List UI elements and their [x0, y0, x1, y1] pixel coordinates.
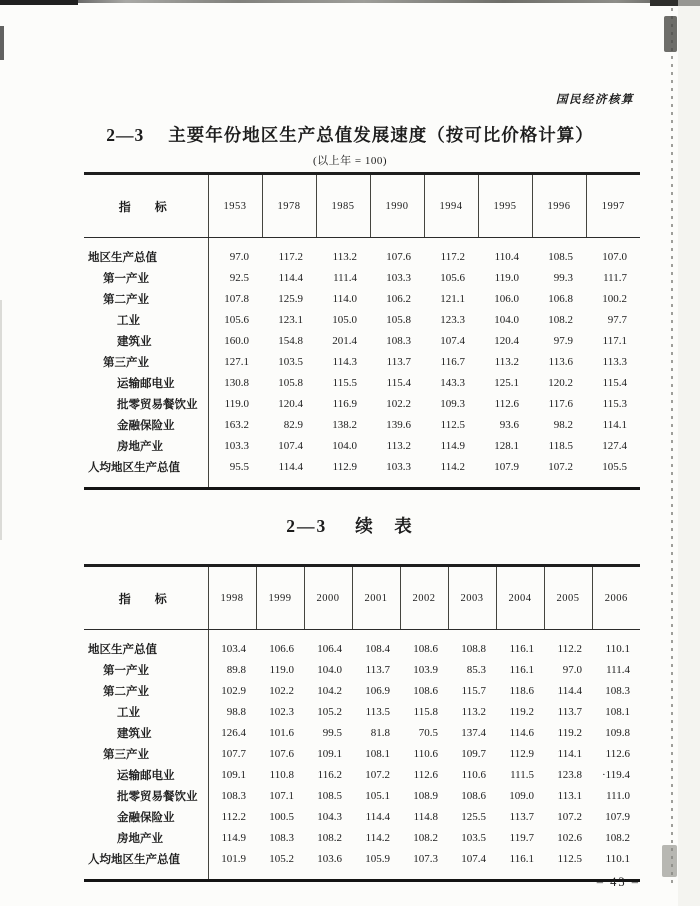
cell-value: 107.9	[494, 460, 519, 473]
cell-value: 139.6	[386, 418, 411, 431]
table2-container	[84, 564, 640, 882]
cell-value: 121.1	[440, 292, 465, 305]
scan-artifact-left-speck	[0, 26, 4, 60]
cell-value: 102.9	[221, 684, 246, 697]
cell-value: 130.8	[224, 376, 249, 389]
cell-value: 110.1	[605, 852, 630, 865]
cell-value: 116.1	[509, 852, 534, 865]
cell-value: 106.4	[317, 642, 342, 655]
year-column-header: 2001	[352, 566, 400, 630]
row-label: 第二产业	[84, 680, 208, 701]
cell-value: 123.1	[278, 313, 303, 326]
cell-value: 107.2	[557, 810, 582, 823]
cell-value: 113.7	[509, 810, 534, 823]
row-label: 人均地区生产总值	[84, 848, 208, 881]
cell-value: 108.3	[386, 334, 411, 347]
cell-value: 104.0	[494, 313, 519, 326]
cell-value: 108.2	[317, 831, 342, 844]
cell-value: 114.3	[332, 355, 357, 368]
cell-value: 103.3	[386, 460, 411, 473]
page-number: – 43 –	[596, 875, 640, 889]
cell-value: 81.8	[370, 726, 390, 739]
cell-value: 109.8	[605, 726, 630, 739]
cell-value: 98.2	[553, 418, 573, 431]
cell-value: 113.5	[365, 705, 390, 718]
cell-value: 100.5	[269, 810, 294, 823]
cell-value: 117.2	[278, 250, 303, 263]
table-row	[84, 722, 640, 743]
row-label: 工业	[84, 309, 208, 330]
table2-title	[0, 513, 700, 538]
row-label: 运输邮电业	[84, 764, 208, 785]
cell-value: 125.9	[278, 292, 303, 305]
cell-value: ·119.4	[601, 768, 630, 781]
table1-title	[0, 122, 700, 147]
cell-value: 106.0	[494, 292, 519, 305]
cell-value: 108.8	[461, 642, 486, 655]
cell-value: 113.7	[365, 663, 390, 676]
cell-value: 114.0	[332, 292, 357, 305]
row-label: 第三产业	[84, 743, 208, 764]
cell-value: 120.4	[494, 334, 519, 347]
table-row	[84, 238, 640, 268]
cell-value: 119.7	[509, 831, 534, 844]
cell-value: 115.8	[413, 705, 438, 718]
cell-value: 115.4	[386, 376, 411, 389]
cell-value: 113.2	[332, 250, 357, 263]
cell-value: 82.9	[283, 418, 303, 431]
cell-value: 107.0	[602, 250, 627, 263]
cell-value: 114.1	[557, 747, 582, 760]
table-row	[84, 456, 640, 489]
cell-value: 125.5	[461, 810, 486, 823]
cell-value: 116.9	[332, 397, 357, 410]
cell-value: 163.2	[224, 418, 249, 431]
table-header-row	[84, 566, 640, 630]
cell-value: 114.6	[509, 726, 534, 739]
cell-value: 107.2	[365, 768, 390, 781]
cell-value: 107.6	[386, 250, 411, 263]
cell-value: 107.4	[440, 334, 465, 347]
cell-value: 102.2	[269, 684, 294, 697]
year-column-header: 1985	[316, 174, 370, 238]
cell-value: 119.0	[224, 397, 249, 410]
cell-value: 107.6	[269, 747, 294, 760]
cell-value: 105.5	[602, 460, 627, 473]
cell-value: 118.6	[509, 684, 534, 697]
cell-value: 126.4	[221, 726, 246, 739]
cell-value: 111.0	[606, 789, 630, 802]
cell-value: 103.5	[278, 355, 303, 368]
cell-value: 102.2	[386, 397, 411, 410]
cell-value: 114.2	[440, 460, 465, 473]
cell-value: 119.2	[509, 705, 534, 718]
year-column-header: 1995	[478, 174, 532, 238]
year-column-header: 1953	[208, 174, 262, 238]
cell-value: 120.2	[548, 376, 573, 389]
table-header-row	[84, 174, 640, 238]
cell-value: 113.6	[548, 355, 573, 368]
table-row	[84, 393, 640, 414]
year-column-header: 2003	[448, 566, 496, 630]
row-label: 金融保险业	[84, 806, 208, 827]
year-column-header: 1994	[424, 174, 478, 238]
table2-number: 2—3	[286, 516, 328, 536]
cell-value: 108.9	[413, 789, 438, 802]
cell-value: 93.6	[499, 418, 519, 431]
cell-value: 111.5	[510, 768, 534, 781]
cell-value: 92.5	[229, 271, 249, 284]
cell-value: 119.0	[269, 663, 294, 676]
cell-value: 115.4	[602, 376, 627, 389]
row-label: 房地产业	[84, 435, 208, 456]
cell-value: 101.6	[269, 726, 294, 739]
table-row	[84, 806, 640, 827]
row-label: 第一产业	[84, 659, 208, 680]
table-row	[84, 372, 640, 393]
chapter-header-note: 国民经济核算	[556, 94, 634, 106]
cell-value: 110.8	[269, 768, 294, 781]
cell-value: 109.3	[440, 397, 465, 410]
cell-value: 105.0	[332, 313, 357, 326]
cell-value: 112.2	[221, 810, 246, 823]
cell-value: 125.1	[494, 376, 519, 389]
table-row	[84, 414, 640, 435]
cell-value: 115.3	[602, 397, 627, 410]
cell-value: 97.0	[562, 663, 582, 676]
cell-value: 108.6	[413, 684, 438, 697]
cell-value: 119.0	[494, 271, 519, 284]
cell-value: 99.5	[322, 726, 342, 739]
scan-artifact-right-blob-top	[664, 16, 677, 52]
cell-value: 113.2	[461, 705, 486, 718]
cell-value: 115.5	[332, 376, 357, 389]
row-label: 建筑业	[84, 330, 208, 351]
table-row	[84, 351, 640, 372]
cell-value: 115.7	[461, 684, 486, 697]
cell-value: 119.2	[557, 726, 582, 739]
cell-value: 107.3	[413, 852, 438, 865]
cell-value: 111.4	[606, 663, 630, 676]
row-label: 工业	[84, 701, 208, 722]
cell-value: 123.3	[440, 313, 465, 326]
cell-value: 111.4	[333, 271, 357, 284]
row-label: 建筑业	[84, 722, 208, 743]
cell-value: 102.6	[557, 831, 582, 844]
cell-value: 128.1	[494, 439, 519, 452]
cell-value: 108.5	[548, 250, 573, 263]
cell-value: 160.0	[224, 334, 249, 347]
cell-value: 105.2	[317, 705, 342, 718]
row-label: 房地产业	[84, 827, 208, 848]
cell-value: 110.1	[605, 642, 630, 655]
scan-artifact-right-blob-bottom	[662, 845, 677, 877]
cell-value: 105.2	[269, 852, 294, 865]
cell-value: 89.8	[226, 663, 246, 676]
table2-title-text: 续 表	[355, 516, 414, 536]
cell-value: 116.2	[317, 768, 342, 781]
cell-value: 101.9	[221, 852, 246, 865]
cell-value: 110.6	[461, 768, 486, 781]
gdp-growth-table-1953-1997	[84, 172, 640, 490]
cell-value: 108.3	[221, 789, 246, 802]
cell-value: 114.8	[413, 810, 438, 823]
cell-value: 97.0	[229, 250, 249, 263]
cell-value: 114.4	[365, 810, 390, 823]
cell-value: 116.1	[509, 642, 534, 655]
cell-value: 108.3	[605, 684, 630, 697]
row-label: 地区生产总值	[84, 238, 208, 268]
scan-artifact-top-left	[0, 0, 78, 5]
cell-value: 117.6	[548, 397, 573, 410]
year-column-header: 1990	[370, 174, 424, 238]
cell-value: 127.4	[602, 439, 627, 452]
cell-value: 105.6	[224, 313, 249, 326]
cell-value: 127.1	[224, 355, 249, 368]
cell-value: 102.3	[269, 705, 294, 718]
cell-value: 108.6	[461, 789, 486, 802]
row-label: 第三产业	[84, 351, 208, 372]
year-column-header: 1999	[256, 566, 304, 630]
cell-value: 103.5	[461, 831, 486, 844]
table-row	[84, 659, 640, 680]
cell-value: 117.2	[440, 250, 465, 263]
table-row	[84, 785, 640, 806]
cell-value: 97.9	[553, 334, 573, 347]
cell-value: 116.1	[509, 663, 534, 676]
cell-value: 117.1	[602, 334, 627, 347]
table-row	[84, 288, 640, 309]
cell-value: 113.7	[386, 355, 411, 368]
cell-value: 113.7	[557, 705, 582, 718]
row-label: 金融保险业	[84, 414, 208, 435]
cell-value: 95.5	[229, 460, 249, 473]
table-row	[84, 848, 640, 881]
cell-value: 116.7	[440, 355, 465, 368]
cell-value: 106.9	[365, 684, 390, 697]
table1-number: 2—3	[106, 125, 145, 145]
cell-value: 114.9	[440, 439, 465, 452]
table-row	[84, 680, 640, 701]
cell-value: 105.1	[365, 789, 390, 802]
cell-value: 103.6	[317, 852, 342, 865]
row-label: 第二产业	[84, 288, 208, 309]
cell-value: 112.5	[557, 852, 582, 865]
table1-title-text: 主要年份地区生产总值发展速度（按可比价格计算）	[168, 125, 594, 145]
row-label: 批零贸易餐饮业	[84, 785, 208, 806]
table1-subtitle: (以上年 = 100)	[312, 155, 388, 167]
row-label: 运输邮电业	[84, 372, 208, 393]
gdp-growth-table-1998-2006	[84, 564, 640, 882]
year-column-header: 2004	[496, 566, 544, 630]
year-column-header: 1978	[262, 174, 316, 238]
cell-value: 70.5	[418, 726, 438, 739]
cell-value: 104.0	[317, 663, 342, 676]
cell-value: 108.1	[365, 747, 390, 760]
cell-value: 113.2	[386, 439, 411, 452]
cell-value: 109.0	[509, 789, 534, 802]
cell-value: 105.9	[365, 852, 390, 865]
year-column-header: 2005	[544, 566, 592, 630]
cell-value: 112.9	[332, 460, 357, 473]
cell-value: 107.4	[461, 852, 486, 865]
cell-value: 106.6	[269, 642, 294, 655]
cell-value: 105.8	[278, 376, 303, 389]
cell-value: 114.4	[557, 684, 582, 697]
cell-value: 111.7	[603, 271, 627, 284]
cell-value: 112.6	[413, 768, 438, 781]
table-row	[84, 764, 640, 785]
cell-value: 108.4	[365, 642, 390, 655]
cell-value: 109.1	[317, 747, 342, 760]
table-row	[84, 827, 640, 848]
cell-value: 107.4	[278, 439, 303, 452]
cell-value: 100.2	[602, 292, 627, 305]
cell-value: 114.4	[278, 271, 303, 284]
cell-value: 103.3	[224, 439, 249, 452]
table-row	[84, 309, 640, 330]
cell-value: 104.0	[332, 439, 357, 452]
table-row	[84, 267, 640, 288]
year-column-header: 2000	[304, 566, 352, 630]
cell-value: 109.1	[221, 768, 246, 781]
scan-artifact-top-band	[0, 0, 700, 3]
cell-value: 106.2	[386, 292, 411, 305]
cell-value: 112.5	[440, 418, 465, 431]
cell-value: 112.6	[605, 747, 630, 760]
cell-value: 112.6	[494, 397, 519, 410]
row-label: 第一产业	[84, 267, 208, 288]
cell-value: 123.8	[557, 768, 582, 781]
cell-value: 99.3	[553, 271, 573, 284]
cell-value: 103.9	[413, 663, 438, 676]
cell-value: 107.2	[548, 460, 573, 473]
cell-value: 120.4	[278, 397, 303, 410]
cell-value: 85.3	[466, 663, 486, 676]
cell-value: 108.2	[605, 831, 630, 844]
cell-value: 114.4	[278, 460, 303, 473]
cell-value: 108.5	[317, 789, 342, 802]
cell-value: 107.1	[269, 789, 294, 802]
cell-value: 104.3	[317, 810, 342, 823]
cell-value: 108.6	[413, 642, 438, 655]
cell-value: 138.2	[332, 418, 357, 431]
cell-value: 107.7	[221, 747, 246, 760]
row-label: 地区生产总值	[84, 630, 208, 660]
cell-value: 114.2	[365, 831, 390, 844]
year-column-header: 1996	[532, 174, 586, 238]
cell-value: 110.6	[413, 747, 438, 760]
year-column-header: 1997	[586, 174, 640, 238]
cell-value: 143.3	[440, 376, 465, 389]
cell-value: 103.3	[386, 271, 411, 284]
table-row	[84, 330, 640, 351]
cell-value: 103.4	[221, 642, 246, 655]
table-row	[84, 701, 640, 722]
cell-value: 112.9	[509, 747, 534, 760]
cell-value: 113.2	[494, 355, 519, 368]
row-label: 批零贸易餐饮业	[84, 393, 208, 414]
table-row	[84, 743, 640, 764]
cell-value: 98.8	[226, 705, 246, 718]
indicator-header: 指 标	[84, 174, 208, 238]
cell-value: 108.2	[548, 313, 573, 326]
table-row	[84, 630, 640, 660]
cell-value: 107.9	[605, 810, 630, 823]
cell-value: 109.7	[461, 747, 486, 760]
cell-value: 105.6	[440, 271, 465, 284]
cell-value: 105.8	[386, 313, 411, 326]
cell-value: 201.4	[332, 334, 357, 347]
year-column-header: 2006	[592, 566, 640, 630]
cell-value: 114.1	[602, 418, 627, 431]
cell-value: 118.5	[548, 439, 573, 452]
cell-value: 114.9	[221, 831, 246, 844]
table-row	[84, 435, 640, 456]
cell-value: 112.2	[557, 642, 582, 655]
cell-value: 108.1	[605, 705, 630, 718]
cell-value: 137.4	[461, 726, 486, 739]
cell-value: 108.2	[413, 831, 438, 844]
table1-container	[84, 172, 640, 490]
cell-value: 113.3	[602, 355, 627, 368]
indicator-header: 指 标	[84, 566, 208, 630]
cell-value: 154.8	[278, 334, 303, 347]
scan-artifact-left-streak	[0, 300, 2, 540]
year-column-header: 2002	[400, 566, 448, 630]
cell-value: 108.3	[269, 831, 294, 844]
cell-value: 110.4	[494, 250, 519, 263]
cell-value: 97.7	[607, 313, 627, 326]
row-label: 人均地区生产总值	[84, 456, 208, 489]
year-column-header: 1998	[208, 566, 256, 630]
cell-value: 107.8	[224, 292, 249, 305]
cell-value: 104.2	[317, 684, 342, 697]
cell-value: 113.1	[557, 789, 582, 802]
cell-value: 106.8	[548, 292, 573, 305]
